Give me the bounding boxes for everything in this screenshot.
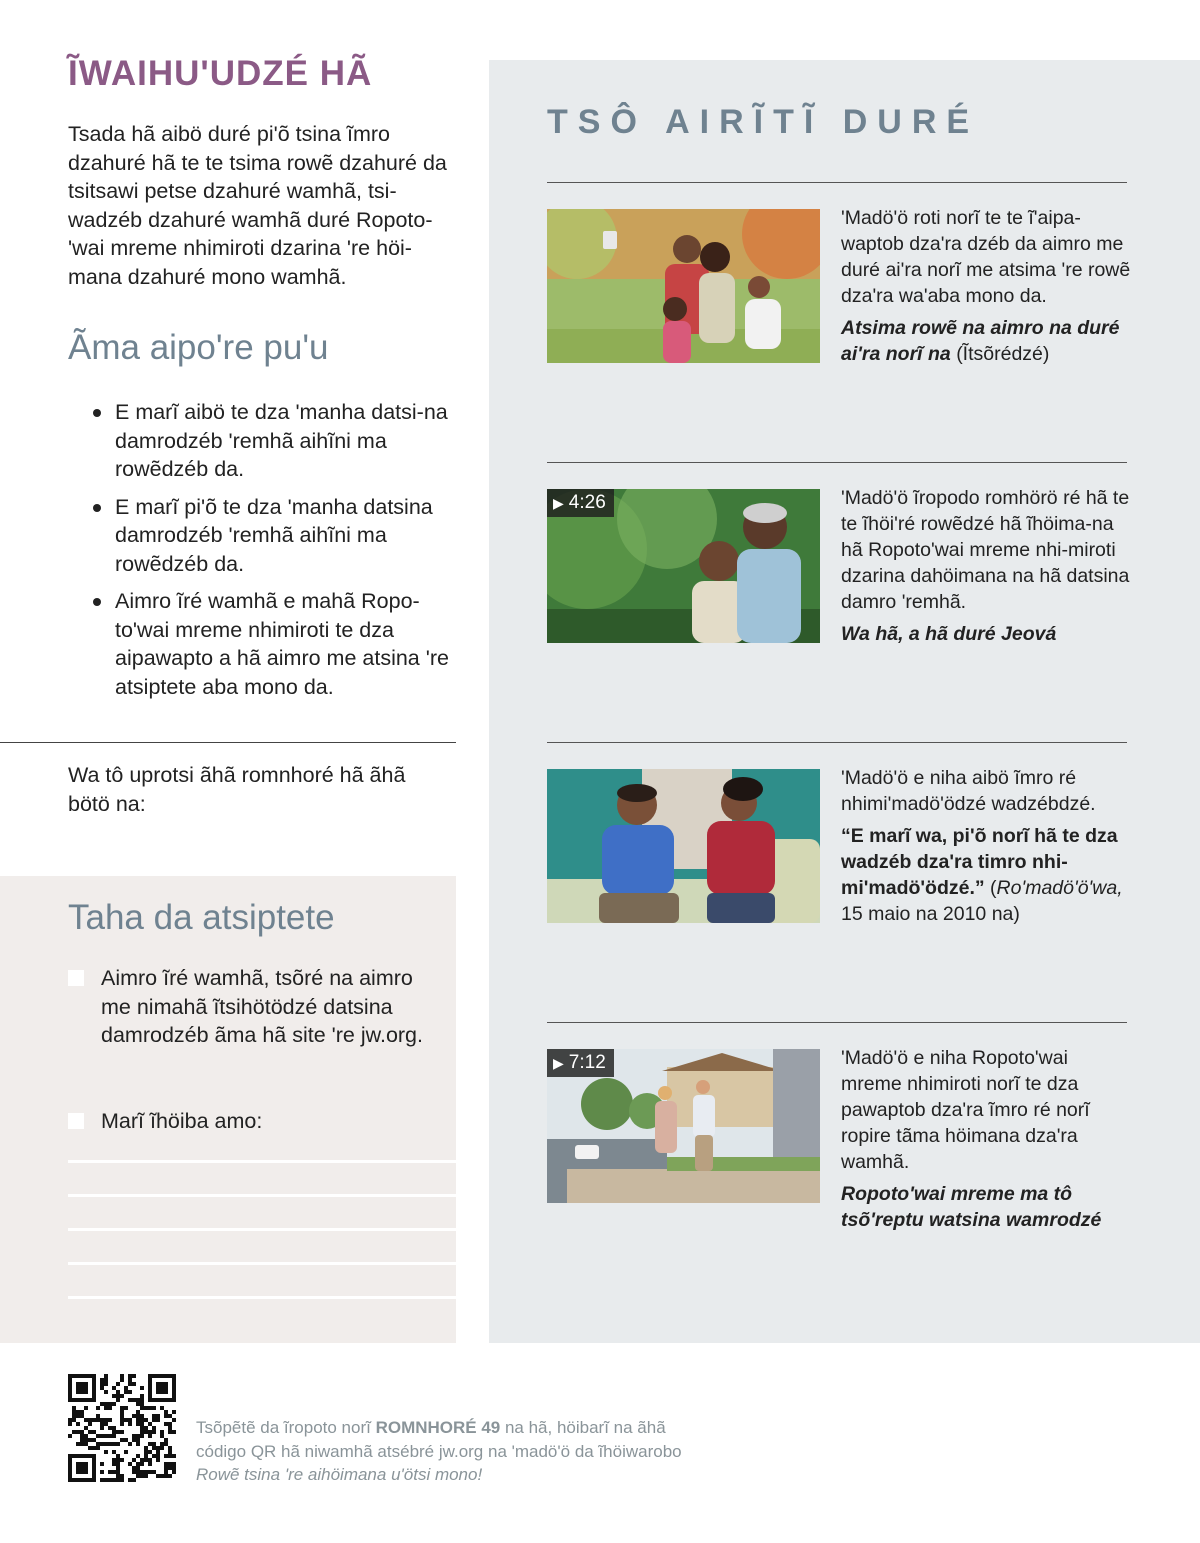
next-question: Wa tô uprotsi ãhã romnhoré hã ãhã bötö na:: [68, 763, 406, 816]
bullet-icon: [93, 598, 101, 606]
writing-line[interactable]: [68, 1228, 456, 1231]
list-item-text: Aimro ĩré wamhã e mahã Ropo-to'wai mreme nhimiroti te dza aipawapto a hã aimro me atsina 're atsiptete aba mono da.: [115, 589, 449, 699]
resource-type-label: (Ĩtsõrédzé): [956, 343, 1050, 365]
footer-note: [196, 1416, 696, 1487]
list-item-text: E marĩ aibö te dza 'manha datsi-na damrodzéb 'remhã aihĩni ma rowẽdzéb da.: [115, 400, 448, 481]
play-icon: ▶: [553, 1055, 564, 1071]
list-item: [92, 493, 452, 579]
list-item: [92, 398, 452, 484]
bullet-icon: [93, 504, 101, 512]
list-item-text: E marĩ pi'õ te dza 'manha datsina damrodzéb 'remhã aihĩni ma rowẽdzéb da.: [115, 494, 433, 576]
resource-paren: (: [990, 877, 997, 899]
footer-lesson-ref: ROMNHORÉ 49: [375, 1418, 501, 1437]
divider: [547, 1022, 1127, 1023]
resource-reference: [841, 1181, 1131, 1233]
resource-reference: [841, 315, 1131, 367]
resource-reference: [841, 823, 1131, 927]
checklist-text: Marĩ ĩhöiba amo:: [101, 1109, 263, 1133]
writing-line[interactable]: [68, 1160, 456, 1163]
video-thumbnail[interactable]: [547, 489, 820, 643]
writing-line[interactable]: [68, 1296, 456, 1299]
duration-text: 4:26: [568, 492, 606, 513]
goals-heading: Taha da atsiptete: [68, 898, 335, 937]
resource-link[interactable]: Ropoto'wai mreme ma tô tsõ'reptu watsina wamrodzé: [841, 1183, 1102, 1231]
duration-text: 7:12: [568, 1052, 606, 1073]
resource-link[interactable]: “E marĩ wa, pi'õ norĩ hã te dza wadzéb dza'ra timro nhi-mi'madö'ödzé.”: [841, 825, 1118, 899]
divider: [0, 742, 456, 743]
video-thumbnail[interactable]: [547, 1049, 820, 1203]
resource-reference: [841, 621, 1131, 647]
resource-link[interactable]: Atsima rowẽ na aimro na duré ai'ra norĩ na: [841, 317, 1120, 365]
qr-code[interactable]: [68, 1374, 176, 1482]
video-duration-badge: [547, 1049, 614, 1077]
play-icon: ▶: [553, 495, 564, 511]
list-item: [92, 587, 452, 701]
writing-line[interactable]: [68, 1194, 456, 1197]
resource-description: 'Madö'ö e niha aibö ĩmro ré nhimi'madö'ödzé wadzébdzé.: [841, 767, 1096, 815]
bullet-icon: [93, 409, 101, 417]
video-duration-badge: [547, 489, 614, 517]
resource-description: 'Madö'ö e niha Ropoto'wai mreme nhimiroti norĩ te dza pawaptob dza'ra ĩmro ré norĩ ropire tãma höimana dza'ra wamhã.: [841, 1047, 1090, 1173]
checkbox[interactable]: [68, 970, 84, 986]
checklist-item: [68, 964, 448, 1050]
resource-entry: [841, 485, 1131, 647]
resource-link[interactable]: Wa hã, a hã duré Jeová: [841, 623, 1057, 645]
divider: [547, 462, 1127, 463]
couple-talking-image[interactable]: [547, 769, 820, 923]
divider: [547, 182, 1127, 183]
resource-description: 'Madö'ö roti norĩ te te ĩ'aipa-waptob dza'ra dzéb da aimro me duré ai'ra norĩ me atsima 're rowẽ dza'ra wa'aba mono da.: [841, 207, 1131, 307]
resource-description: 'Madö'ö ĩropodo romhörö ré hã te te ĩhöi'ré rowẽdzé hã ĩhöima-na hã Ropoto'wai mreme nhi-miroti dzarina dahöimana na hã datsina damro 'remhã.: [841, 487, 1130, 613]
resource-entry: [841, 1045, 1131, 1233]
checkbox[interactable]: [68, 1113, 84, 1129]
page-title: ĨWAIHU'UDZÉ HÃ: [68, 54, 373, 93]
resource-date: 15 maio na 2010 na): [841, 903, 1020, 925]
footer-text-start: Tsõpẽtẽ da ĩropoto norĩ: [196, 1418, 376, 1437]
intro-paragraph: Tsada hã aibö duré pi'õ tsina ĩmro dzahuré hã te te tsima rowẽ dzahuré da tsitsawi petse dzahuré wamhã, tsi-wadzéb dzahuré wamhã duré Ropoto-'wai mreme nhimiroti dzarina 're höi-mana dzahuré mono wamhã.: [68, 122, 447, 289]
resource-entry: [841, 765, 1131, 927]
explore-heading: TSÔ AIRĨTĨ DURÉ: [547, 103, 980, 141]
checklist-item: [68, 1107, 448, 1136]
resource-source: Ro'madö'ö'wa,: [996, 877, 1123, 899]
writing-line[interactable]: [68, 1262, 456, 1265]
checklist-text: Aimro ĩré wamhã, tsõré na aimro me nimahã ĩtsihötödzé datsina damrodzéb ãma hã site 're jw.org.: [101, 966, 423, 1047]
footer-book-title: Rowẽ tsina 're aihöimana u'ötsi mono!: [196, 1465, 483, 1484]
family-selfie-image[interactable]: [547, 209, 820, 363]
discussion-list: [92, 398, 452, 710]
resource-entry: [841, 205, 1131, 367]
discussion-heading: Ãma aipo're pu'u: [68, 328, 329, 367]
footer-text-middle: na hã, höibarĩ na ãhã código QR hã niwamhã atsébré jw.org na 'madö'ö da ĩhöiwarobo: [196, 1418, 682, 1461]
divider: [547, 742, 1127, 743]
